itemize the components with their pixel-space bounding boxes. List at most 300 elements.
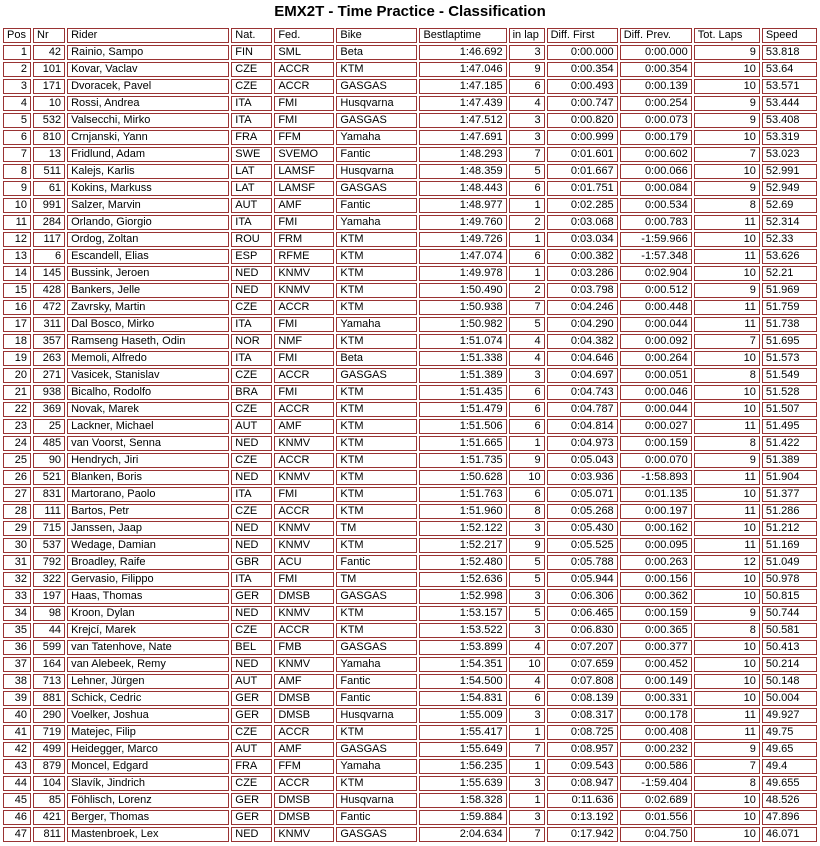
cell-diff_prev: 0:00.159: [620, 606, 692, 621]
cell-speed: 51.573: [762, 351, 817, 366]
cell-diff_prev: 0:00.070: [620, 453, 692, 468]
table-row: [3, 504, 817, 519]
cell-diff_first: 0:04.787: [547, 402, 618, 417]
cell-pos: 21: [3, 385, 31, 400]
cell-in_lap: 6: [509, 181, 545, 196]
cell-diff_first: 0:04.290: [547, 317, 618, 332]
cell-nat: ITA: [231, 572, 272, 587]
cell-bike: KTM: [336, 334, 417, 349]
cell-speed: 50.744: [762, 606, 817, 621]
cell-nat: ITA: [231, 96, 272, 111]
cell-diff_prev: -1:59.966: [620, 232, 692, 247]
cell-nat: CZE: [231, 402, 272, 417]
cell-nat: ITA: [231, 215, 272, 230]
cell-in_lap: 4: [509, 674, 545, 689]
cell-bike: GASGAS: [336, 113, 417, 128]
cell-bike: Fantic: [336, 674, 417, 689]
cell-tot_laps: 9: [694, 45, 760, 60]
cell-bestlaptime: 1:51.506: [419, 419, 506, 434]
cell-nat: GER: [231, 810, 272, 825]
cell-nat: ITA: [231, 351, 272, 366]
cell-bestlaptime: 1:51.735: [419, 453, 506, 468]
cell-in_lap: 6: [509, 487, 545, 502]
col-header-speed: Speed: [762, 28, 817, 43]
cell-nat: LAT: [231, 181, 272, 196]
cell-fed: AMF: [274, 198, 334, 213]
cell-pos: 23: [3, 419, 31, 434]
cell-nat: ITA: [231, 113, 272, 128]
cell-tot_laps: 10: [694, 572, 760, 587]
cell-speed: 51.286: [762, 504, 817, 519]
cell-pos: 18: [3, 334, 31, 349]
cell-diff_first: 0:02.285: [547, 198, 618, 213]
table-row: [3, 708, 817, 723]
cell-pos: 3: [3, 79, 31, 94]
cell-pos: 4: [3, 96, 31, 111]
cell-nat: ESP: [231, 249, 272, 264]
cell-diff_first: 0:03.798: [547, 283, 618, 298]
cell-rider: Voelker, Joshua: [67, 708, 229, 723]
cell-in_lap: 3: [509, 45, 545, 60]
cell-bestlaptime: 1:49.760: [419, 215, 506, 230]
cell-rider: Ramseng Haseth, Odin: [67, 334, 229, 349]
table-row: [3, 555, 817, 570]
cell-nr: 145: [33, 266, 65, 281]
cell-bike: KTM: [336, 232, 417, 247]
cell-nr: 713: [33, 674, 65, 689]
cell-pos: 20: [3, 368, 31, 383]
col-header-diff_prev: Diff. Prev.: [620, 28, 692, 43]
cell-diff_first: 0:07.659: [547, 657, 618, 672]
cell-fed: ACCR: [274, 368, 334, 383]
cell-bestlaptime: 1:54.831: [419, 691, 506, 706]
cell-diff_first: 0:01.601: [547, 147, 618, 162]
cell-diff_first: 0:08.139: [547, 691, 618, 706]
cell-diff_first: 0:01.751: [547, 181, 618, 196]
cell-diff_prev: 0:00.264: [620, 351, 692, 366]
cell-nr: 171: [33, 79, 65, 94]
table-row: [3, 130, 817, 145]
cell-pos: 46: [3, 810, 31, 825]
cell-speed: 46.071: [762, 827, 817, 842]
cell-nr: 284: [33, 215, 65, 230]
cell-rider: Slavík, Jindrich: [67, 776, 229, 791]
cell-bestlaptime: 2:04.634: [419, 827, 506, 842]
cell-diff_first: 0:13.192: [547, 810, 618, 825]
cell-tot_laps: 10: [694, 402, 760, 417]
table-row: [3, 691, 817, 706]
cell-diff_first: 0:06.306: [547, 589, 618, 604]
cell-speed: 48.526: [762, 793, 817, 808]
cell-speed: 53.444: [762, 96, 817, 111]
cell-bike: Yamaha: [336, 215, 417, 230]
cell-diff_first: 0:01.667: [547, 164, 618, 179]
page-title: EMX2T - Time Practice - Classification: [274, 3, 546, 20]
cell-speed: 49.65: [762, 742, 817, 757]
cell-rider: Matejec, Filip: [67, 725, 229, 740]
cell-diff_prev: 0:02.904: [620, 266, 692, 281]
cell-nat: NED: [231, 283, 272, 298]
cell-bike: GASGAS: [336, 368, 417, 383]
cell-tot_laps: 10: [694, 266, 760, 281]
cell-fed: FMI: [274, 317, 334, 332]
cell-in_lap: 2: [509, 215, 545, 230]
cell-diff_prev: 0:00.448: [620, 300, 692, 315]
cell-bestlaptime: 1:51.435: [419, 385, 506, 400]
cell-rider: Föhlisch, Lorenz: [67, 793, 229, 808]
cell-fed: FMB: [274, 640, 334, 655]
cell-speed: 53.319: [762, 130, 817, 145]
cell-rider: Schick, Cedric: [67, 691, 229, 706]
cell-diff_prev: 0:00.178: [620, 708, 692, 723]
cell-pos: 39: [3, 691, 31, 706]
cell-diff_first: 0:04.973: [547, 436, 618, 451]
table-row: [3, 147, 817, 162]
cell-speed: 53.818: [762, 45, 817, 60]
cell-nat: AUT: [231, 419, 272, 434]
cell-bike: GASGAS: [336, 640, 417, 655]
cell-fed: ACCR: [274, 453, 334, 468]
col-header-fed: Fed.: [274, 28, 334, 43]
cell-in_lap: 9: [509, 538, 545, 553]
cell-fed: FFM: [274, 759, 334, 774]
cell-diff_prev: 0:00.000: [620, 45, 692, 60]
cell-pos: 33: [3, 589, 31, 604]
cell-nat: CZE: [231, 725, 272, 740]
cell-speed: 51.528: [762, 385, 817, 400]
cell-rider: Salzer, Marvin: [67, 198, 229, 213]
cell-rider: Memoli, Alfredo: [67, 351, 229, 366]
cell-bike: KTM: [336, 419, 417, 434]
cell-bestlaptime: 1:51.960: [419, 504, 506, 519]
cell-rider: Lackner, Michael: [67, 419, 229, 434]
cell-nat: CZE: [231, 300, 272, 315]
cell-in_lap: 1: [509, 198, 545, 213]
cell-pos: 22: [3, 402, 31, 417]
cell-fed: KNMV: [274, 521, 334, 536]
cell-in_lap: 6: [509, 249, 545, 264]
cell-nat: AUT: [231, 742, 272, 757]
cell-bike: GASGAS: [336, 79, 417, 94]
cell-diff_first: 0:05.788: [547, 555, 618, 570]
cell-fed: DMSB: [274, 708, 334, 723]
cell-diff_first: 0:05.944: [547, 572, 618, 587]
cell-speed: 50.148: [762, 674, 817, 689]
cell-diff_first: 0:08.947: [547, 776, 618, 791]
table-row: [3, 385, 817, 400]
table-row: [3, 96, 817, 111]
cell-in_lap: 10: [509, 470, 545, 485]
cell-speed: 51.422: [762, 436, 817, 451]
cell-nat: NED: [231, 538, 272, 553]
cell-bike: Beta: [336, 351, 417, 366]
cell-diff_first: 0:05.268: [547, 504, 618, 519]
cell-fed: KNMV: [274, 827, 334, 842]
cell-nat: CZE: [231, 453, 272, 468]
table-row: [3, 589, 817, 604]
cell-pos: 28: [3, 504, 31, 519]
cell-fed: ACCR: [274, 300, 334, 315]
cell-nr: 61: [33, 181, 65, 196]
cell-rider: van Alebeek, Remy: [67, 657, 229, 672]
cell-fed: KNMV: [274, 657, 334, 672]
cell-speed: 50.413: [762, 640, 817, 655]
cell-diff_prev: 0:02.689: [620, 793, 692, 808]
cell-rider: Dal Bosco, Mirko: [67, 317, 229, 332]
cell-diff_prev: 0:00.066: [620, 164, 692, 179]
cell-bike: KTM: [336, 725, 417, 740]
cell-in_lap: 3: [509, 776, 545, 791]
cell-bestlaptime: 1:48.293: [419, 147, 506, 162]
cell-diff_prev: 0:00.263: [620, 555, 692, 570]
cell-bestlaptime: 1:50.490: [419, 283, 506, 298]
cell-in_lap: 5: [509, 164, 545, 179]
cell-in_lap: 6: [509, 402, 545, 417]
cell-nr: 428: [33, 283, 65, 298]
cell-in_lap: 1: [509, 232, 545, 247]
cell-nat: GER: [231, 691, 272, 706]
cell-in_lap: 6: [509, 691, 545, 706]
table-row: [3, 215, 817, 230]
cell-diff_prev: 0:04.750: [620, 827, 692, 842]
cell-fed: ACCR: [274, 62, 334, 77]
cell-nat: CZE: [231, 79, 272, 94]
cell-pos: 24: [3, 436, 31, 451]
cell-in_lap: 3: [509, 623, 545, 638]
cell-bestlaptime: 1:49.726: [419, 232, 506, 247]
cell-tot_laps: 10: [694, 164, 760, 179]
cell-diff_first: 0:03.034: [547, 232, 618, 247]
cell-pos: 17: [3, 317, 31, 332]
cell-bestlaptime: 1:50.982: [419, 317, 506, 332]
cell-fed: ACCR: [274, 79, 334, 94]
cell-speed: 49.4: [762, 759, 817, 774]
cell-tot_laps: 9: [694, 742, 760, 757]
cell-rider: Kalejs, Karlis: [67, 164, 229, 179]
cell-nr: 715: [33, 521, 65, 536]
cell-bike: Husqvarna: [336, 793, 417, 808]
cell-speed: 52.21: [762, 266, 817, 281]
cell-fed: ACU: [274, 555, 334, 570]
cell-bestlaptime: 1:58.328: [419, 793, 506, 808]
cell-in_lap: 8: [509, 504, 545, 519]
cell-rider: Gervasio, Filippo: [67, 572, 229, 587]
table-row: [3, 249, 817, 264]
cell-diff_prev: 0:00.377: [620, 640, 692, 655]
cell-nr: 311: [33, 317, 65, 332]
cell-bike: Fantic: [336, 147, 417, 162]
table-row: [3, 742, 817, 757]
cell-in_lap: 1: [509, 266, 545, 281]
table-row: [3, 725, 817, 740]
cell-speed: 53.408: [762, 113, 817, 128]
col-header-rider: Rider: [67, 28, 229, 43]
cell-bike: Yamaha: [336, 317, 417, 332]
cell-nr: 485: [33, 436, 65, 451]
cell-bike: KTM: [336, 249, 417, 264]
cell-tot_laps: 8: [694, 776, 760, 791]
cell-fed: LAMSF: [274, 164, 334, 179]
cell-nr: 719: [33, 725, 65, 740]
cell-fed: FMI: [274, 113, 334, 128]
cell-fed: KNMV: [274, 266, 334, 281]
cell-diff_prev: 0:00.362: [620, 589, 692, 604]
cell-diff_prev: 0:00.046: [620, 385, 692, 400]
cell-diff_first: 0:00.000: [547, 45, 618, 60]
cell-nr: 101: [33, 62, 65, 77]
cell-nr: 472: [33, 300, 65, 315]
cell-nr: 521: [33, 470, 65, 485]
cell-rider: Kroon, Dylan: [67, 606, 229, 621]
cell-pos: 32: [3, 572, 31, 587]
cell-fed: NMF: [274, 334, 334, 349]
cell-bestlaptime: 1:52.480: [419, 555, 506, 570]
cell-in_lap: 1: [509, 725, 545, 740]
cell-diff_prev: 0:00.179: [620, 130, 692, 145]
cell-pos: 40: [3, 708, 31, 723]
table-row: [3, 198, 817, 213]
cell-nat: AUT: [231, 198, 272, 213]
cell-bestlaptime: 1:59.884: [419, 810, 506, 825]
cell-in_lap: 3: [509, 589, 545, 604]
cell-bestlaptime: 1:54.351: [419, 657, 506, 672]
table-row: [3, 487, 817, 502]
cell-pos: 29: [3, 521, 31, 536]
cell-rider: Kovar, Vaclav: [67, 62, 229, 77]
cell-in_lap: 3: [509, 113, 545, 128]
cell-rider: Blanken, Boris: [67, 470, 229, 485]
cell-diff_prev: 0:00.365: [620, 623, 692, 638]
cell-bike: GASGAS: [336, 181, 417, 196]
table-row: [3, 402, 817, 417]
cell-speed: 53.023: [762, 147, 817, 162]
cell-diff_prev: 0:00.159: [620, 436, 692, 451]
cell-in_lap: 4: [509, 334, 545, 349]
cell-tot_laps: 11: [694, 300, 760, 315]
cell-rider: Krejcí, Marek: [67, 623, 229, 638]
cell-fed: LAMSF: [274, 181, 334, 196]
cell-nr: 421: [33, 810, 65, 825]
cell-diff_prev: -1:58.893: [620, 470, 692, 485]
cell-speed: 50.978: [762, 572, 817, 587]
cell-tot_laps: 10: [694, 793, 760, 808]
cell-diff_first: 0:00.747: [547, 96, 618, 111]
cell-diff_prev: 0:00.084: [620, 181, 692, 196]
cell-nr: 98: [33, 606, 65, 621]
cell-pos: 16: [3, 300, 31, 315]
cell-bestlaptime: 1:47.439: [419, 96, 506, 111]
cell-bike: TM: [336, 572, 417, 587]
cell-nr: 271: [33, 368, 65, 383]
cell-rider: Heidegger, Marco: [67, 742, 229, 757]
cell-fed: SML: [274, 45, 334, 60]
cell-speed: 50.815: [762, 589, 817, 604]
cell-bike: Fantic: [336, 555, 417, 570]
cell-pos: 2: [3, 62, 31, 77]
cell-nr: 44: [33, 623, 65, 638]
cell-tot_laps: 7: [694, 334, 760, 349]
cell-bestlaptime: 1:53.522: [419, 623, 506, 638]
cell-pos: 8: [3, 164, 31, 179]
cell-bestlaptime: 1:47.691: [419, 130, 506, 145]
cell-fed: KNMV: [274, 283, 334, 298]
cell-fed: FMI: [274, 96, 334, 111]
cell-pos: 6: [3, 130, 31, 145]
table-row: [3, 572, 817, 587]
cell-tot_laps: 11: [694, 538, 760, 553]
cell-nr: 499: [33, 742, 65, 757]
cell-nr: 511: [33, 164, 65, 179]
cell-tot_laps: 10: [694, 810, 760, 825]
cell-fed: FRM: [274, 232, 334, 247]
cell-tot_laps: 9: [694, 96, 760, 111]
cell-rider: Valsecchi, Mirko: [67, 113, 229, 128]
cell-bestlaptime: 1:51.389: [419, 368, 506, 383]
cell-speed: 51.695: [762, 334, 817, 349]
cell-nr: 881: [33, 691, 65, 706]
cell-speed: 49.655: [762, 776, 817, 791]
cell-tot_laps: 10: [694, 521, 760, 536]
cell-bike: KTM: [336, 402, 417, 417]
cell-speed: 50.581: [762, 623, 817, 638]
cell-speed: 50.214: [762, 657, 817, 672]
cell-diff_prev: 0:00.095: [620, 538, 692, 553]
cell-nr: 810: [33, 130, 65, 145]
cell-diff_first: 0:08.725: [547, 725, 618, 740]
cell-bestlaptime: 1:51.665: [419, 436, 506, 451]
cell-pos: 7: [3, 147, 31, 162]
cell-diff_prev: 0:00.197: [620, 504, 692, 519]
cell-diff_first: 0:06.465: [547, 606, 618, 621]
cell-bestlaptime: 1:52.636: [419, 572, 506, 587]
cell-bestlaptime: 1:48.443: [419, 181, 506, 196]
cell-diff_first: 0:04.743: [547, 385, 618, 400]
cell-bike: KTM: [336, 453, 417, 468]
cell-fed: AMF: [274, 419, 334, 434]
table-row: [3, 181, 817, 196]
cell-nr: 792: [33, 555, 65, 570]
cell-in_lap: 3: [509, 521, 545, 536]
cell-nat: NED: [231, 436, 272, 451]
cell-nr: 369: [33, 402, 65, 417]
cell-diff_prev: 0:01.135: [620, 487, 692, 502]
cell-speed: 51.169: [762, 538, 817, 553]
cell-tot_laps: 10: [694, 674, 760, 689]
table-row: [3, 759, 817, 774]
cell-tot_laps: 9: [694, 606, 760, 621]
cell-nr: 197: [33, 589, 65, 604]
cell-rider: Bankers, Jelle: [67, 283, 229, 298]
cell-diff_first: 0:00.354: [547, 62, 618, 77]
table-row: [3, 640, 817, 655]
cell-tot_laps: 9: [694, 181, 760, 196]
cell-diff_first: 0:05.043: [547, 453, 618, 468]
cell-fed: FMI: [274, 385, 334, 400]
cell-bike: Yamaha: [336, 657, 417, 672]
cell-fed: KNMV: [274, 606, 334, 621]
cell-pos: 35: [3, 623, 31, 638]
cell-nat: NED: [231, 657, 272, 672]
cell-pos: 13: [3, 249, 31, 264]
cell-tot_laps: 11: [694, 504, 760, 519]
cell-pos: 26: [3, 470, 31, 485]
cell-diff_first: 0:03.286: [547, 266, 618, 281]
cell-bike: Husqvarna: [336, 96, 417, 111]
cell-in_lap: 5: [509, 606, 545, 621]
cell-in_lap: 7: [509, 300, 545, 315]
cell-diff_prev: 0:00.149: [620, 674, 692, 689]
cell-fed: KNMV: [274, 538, 334, 553]
